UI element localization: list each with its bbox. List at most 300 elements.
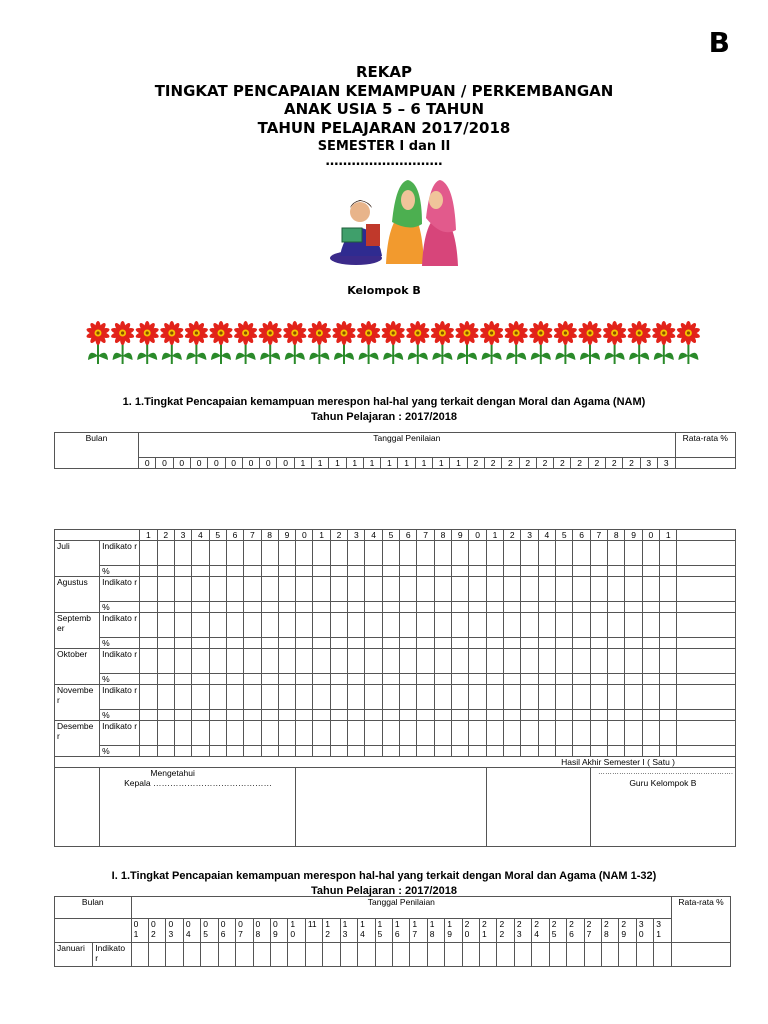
score-cell[interactable] — [365, 685, 382, 710]
percent-cell[interactable] — [521, 674, 538, 685]
percent-cell[interactable] — [400, 602, 417, 613]
score-cell[interactable] — [244, 613, 261, 638]
score-cell[interactable] — [313, 577, 330, 602]
percent-cell[interactable] — [157, 602, 174, 613]
score-cell[interactable] — [504, 577, 521, 602]
score-cell[interactable] — [253, 943, 270, 967]
percent-cell[interactable] — [469, 746, 486, 757]
score-cell[interactable] — [348, 649, 365, 674]
percent-cell[interactable] — [348, 674, 365, 685]
score-cell[interactable] — [365, 613, 382, 638]
percent-cell[interactable] — [157, 746, 174, 757]
score-cell[interactable] — [660, 613, 677, 638]
score-cell[interactable] — [174, 613, 191, 638]
percent-cell[interactable] — [642, 746, 659, 757]
percent-cell[interactable] — [313, 566, 330, 577]
score-cell[interactable] — [567, 943, 584, 967]
score-cell[interactable] — [538, 721, 555, 746]
score-cell[interactable] — [296, 613, 313, 638]
score-cell[interactable] — [660, 685, 677, 710]
percent-cell[interactable] — [226, 674, 243, 685]
score-cell[interactable] — [434, 541, 451, 566]
percent-cell[interactable] — [330, 566, 347, 577]
percent-cell[interactable] — [209, 638, 226, 649]
percent-cell[interactable] — [348, 710, 365, 721]
percent-cell[interactable] — [261, 566, 278, 577]
percent-cell[interactable] — [192, 674, 209, 685]
score-cell[interactable] — [192, 649, 209, 674]
score-cell[interactable] — [330, 577, 347, 602]
percent-cell[interactable] — [660, 674, 677, 685]
score-cell[interactable] — [278, 721, 295, 746]
percent-cell[interactable] — [261, 746, 278, 757]
percent-cell[interactable] — [625, 710, 642, 721]
score-cell[interactable] — [192, 685, 209, 710]
score-cell[interactable] — [601, 943, 618, 967]
score-cell[interactable] — [660, 541, 677, 566]
score-cell[interactable] — [140, 577, 157, 602]
percent-cell[interactable] — [382, 638, 399, 649]
score-cell[interactable] — [226, 721, 243, 746]
score-cell[interactable] — [201, 943, 218, 967]
score-cell[interactable] — [131, 943, 148, 967]
score-cell[interactable] — [434, 613, 451, 638]
score-cell[interactable] — [226, 541, 243, 566]
score-cell[interactable] — [313, 685, 330, 710]
score-cell[interactable] — [590, 577, 607, 602]
score-cell[interactable] — [504, 685, 521, 710]
score-cell[interactable] — [625, 649, 642, 674]
score-cell[interactable] — [382, 613, 399, 638]
score-cell[interactable] — [330, 721, 347, 746]
score-cell[interactable] — [590, 541, 607, 566]
percent-cell[interactable] — [452, 746, 469, 757]
percent-cell[interactable] — [677, 638, 736, 649]
score-cell[interactable] — [608, 541, 625, 566]
score-cell[interactable] — [504, 649, 521, 674]
score-cell[interactable] — [183, 943, 200, 967]
score-cell[interactable] — [521, 721, 538, 746]
percent-cell[interactable] — [226, 602, 243, 613]
score-cell[interactable] — [278, 685, 295, 710]
score-cell[interactable] — [209, 721, 226, 746]
score-cell[interactable] — [192, 721, 209, 746]
score-cell[interactable] — [608, 577, 625, 602]
percent-cell[interactable] — [486, 602, 503, 613]
percent-cell[interactable] — [573, 674, 590, 685]
score-cell[interactable] — [677, 613, 736, 638]
score-cell[interactable] — [469, 721, 486, 746]
percent-cell[interactable] — [400, 638, 417, 649]
percent-cell[interactable] — [486, 638, 503, 649]
percent-cell[interactable] — [590, 566, 607, 577]
score-cell[interactable] — [140, 721, 157, 746]
percent-cell[interactable] — [348, 602, 365, 613]
score-cell[interactable] — [218, 943, 235, 967]
score-cell[interactable] — [452, 649, 469, 674]
score-cell[interactable] — [209, 613, 226, 638]
percent-cell[interactable] — [642, 602, 659, 613]
score-cell[interactable] — [400, 577, 417, 602]
score-cell[interactable] — [521, 685, 538, 710]
score-cell[interactable] — [556, 541, 573, 566]
score-cell[interactable] — [660, 577, 677, 602]
score-cell[interactable] — [532, 943, 549, 967]
score-cell[interactable] — [417, 649, 434, 674]
percent-cell[interactable] — [573, 710, 590, 721]
percent-cell[interactable] — [642, 674, 659, 685]
score-cell[interactable] — [573, 541, 590, 566]
percent-cell[interactable] — [174, 746, 191, 757]
score-cell[interactable] — [486, 541, 503, 566]
percent-cell[interactable] — [434, 602, 451, 613]
percent-cell[interactable] — [278, 746, 295, 757]
score-cell[interactable] — [469, 685, 486, 710]
score-cell[interactable] — [538, 541, 555, 566]
score-cell[interactable] — [296, 541, 313, 566]
score-cell[interactable] — [382, 649, 399, 674]
score-cell[interactable] — [469, 577, 486, 602]
percent-cell[interactable] — [538, 602, 555, 613]
percent-cell[interactable] — [504, 566, 521, 577]
score-cell[interactable] — [452, 721, 469, 746]
score-cell[interactable] — [330, 685, 347, 710]
score-cell[interactable] — [192, 613, 209, 638]
percent-cell[interactable] — [192, 602, 209, 613]
percent-cell[interactable] — [400, 674, 417, 685]
score-cell[interactable] — [278, 577, 295, 602]
percent-cell[interactable] — [677, 602, 736, 613]
score-cell[interactable] — [348, 721, 365, 746]
percent-cell[interactable] — [434, 710, 451, 721]
percent-cell[interactable] — [157, 566, 174, 577]
score-cell[interactable] — [452, 541, 469, 566]
percent-cell[interactable] — [625, 674, 642, 685]
score-cell[interactable] — [382, 685, 399, 710]
percent-cell[interactable] — [330, 710, 347, 721]
percent-cell[interactable] — [209, 602, 226, 613]
score-cell[interactable] — [480, 943, 497, 967]
percent-cell[interactable] — [296, 674, 313, 685]
percent-cell[interactable] — [244, 746, 261, 757]
percent-cell[interactable] — [365, 746, 382, 757]
score-cell[interactable] — [556, 721, 573, 746]
percent-cell[interactable] — [642, 638, 659, 649]
score-cell[interactable] — [538, 577, 555, 602]
score-cell[interactable] — [677, 721, 736, 746]
score-cell[interactable] — [434, 577, 451, 602]
score-cell[interactable] — [417, 577, 434, 602]
percent-cell[interactable] — [556, 710, 573, 721]
score-cell[interactable] — [677, 577, 736, 602]
percent-cell[interactable] — [382, 746, 399, 757]
score-cell[interactable] — [296, 721, 313, 746]
score-cell[interactable] — [278, 541, 295, 566]
score-cell[interactable] — [625, 577, 642, 602]
score-cell[interactable] — [313, 721, 330, 746]
score-cell[interactable] — [157, 685, 174, 710]
score-cell[interactable] — [642, 541, 659, 566]
percent-cell[interactable] — [608, 710, 625, 721]
score-cell[interactable] — [573, 721, 590, 746]
score-cell[interactable] — [261, 721, 278, 746]
percent-cell[interactable] — [434, 566, 451, 577]
percent-cell[interactable] — [313, 710, 330, 721]
percent-cell[interactable] — [452, 566, 469, 577]
score-cell[interactable] — [313, 649, 330, 674]
score-cell[interactable] — [261, 613, 278, 638]
score-cell[interactable] — [642, 721, 659, 746]
score-cell[interactable] — [469, 541, 486, 566]
percent-cell[interactable] — [313, 638, 330, 649]
percent-cell[interactable] — [296, 566, 313, 577]
score-cell[interactable] — [584, 943, 601, 967]
score-cell[interactable] — [140, 613, 157, 638]
score-cell[interactable] — [400, 541, 417, 566]
percent-cell[interactable] — [504, 674, 521, 685]
score-cell[interactable] — [549, 943, 566, 967]
score-cell[interactable] — [417, 685, 434, 710]
score-cell[interactable] — [504, 613, 521, 638]
score-cell[interactable] — [642, 649, 659, 674]
score-cell[interactable] — [677, 685, 736, 710]
percent-cell[interactable] — [330, 746, 347, 757]
score-cell[interactable] — [261, 541, 278, 566]
percent-cell[interactable] — [174, 602, 191, 613]
percent-cell[interactable] — [365, 566, 382, 577]
score-cell[interactable] — [400, 721, 417, 746]
percent-cell[interactable] — [434, 746, 451, 757]
percent-cell[interactable] — [590, 746, 607, 757]
score-cell[interactable] — [192, 577, 209, 602]
percent-cell[interactable] — [452, 602, 469, 613]
percent-cell[interactable] — [521, 746, 538, 757]
percent-cell[interactable] — [625, 566, 642, 577]
score-cell[interactable] — [486, 721, 503, 746]
score-cell[interactable] — [209, 649, 226, 674]
score-cell[interactable] — [573, 649, 590, 674]
score-cell[interactable] — [538, 649, 555, 674]
score-cell[interactable] — [365, 649, 382, 674]
percent-cell[interactable] — [521, 638, 538, 649]
percent-cell[interactable] — [538, 566, 555, 577]
score-cell[interactable] — [358, 943, 375, 967]
score-cell[interactable] — [348, 541, 365, 566]
percent-cell[interactable] — [382, 602, 399, 613]
score-cell[interactable] — [654, 943, 672, 967]
score-cell[interactable] — [556, 577, 573, 602]
score-cell[interactable] — [270, 943, 287, 967]
score-cell[interactable] — [236, 943, 253, 967]
percent-cell[interactable] — [365, 638, 382, 649]
score-cell[interactable] — [140, 685, 157, 710]
score-cell[interactable] — [417, 541, 434, 566]
score-cell[interactable] — [625, 541, 642, 566]
score-cell[interactable] — [330, 613, 347, 638]
score-cell[interactable] — [209, 541, 226, 566]
score-cell[interactable] — [365, 541, 382, 566]
percent-cell[interactable] — [556, 674, 573, 685]
score-cell[interactable] — [608, 649, 625, 674]
percent-cell[interactable] — [417, 566, 434, 577]
percent-cell[interactable] — [642, 566, 659, 577]
percent-cell[interactable] — [660, 746, 677, 757]
percent-cell[interactable] — [157, 710, 174, 721]
score-cell[interactable] — [174, 721, 191, 746]
score-cell[interactable] — [417, 613, 434, 638]
score-cell[interactable] — [400, 613, 417, 638]
score-cell[interactable] — [382, 577, 399, 602]
percent-cell[interactable] — [642, 710, 659, 721]
percent-cell[interactable] — [417, 710, 434, 721]
percent-cell[interactable] — [452, 638, 469, 649]
percent-cell[interactable] — [174, 674, 191, 685]
score-cell[interactable] — [590, 721, 607, 746]
percent-cell[interactable] — [573, 566, 590, 577]
percent-cell[interactable] — [660, 710, 677, 721]
score-cell[interactable] — [157, 649, 174, 674]
percent-cell[interactable] — [261, 638, 278, 649]
score-cell[interactable] — [348, 613, 365, 638]
percent-cell[interactable] — [504, 710, 521, 721]
percent-cell[interactable] — [313, 602, 330, 613]
score-cell[interactable] — [427, 943, 444, 967]
score-cell[interactable] — [157, 613, 174, 638]
percent-cell[interactable] — [573, 746, 590, 757]
percent-cell[interactable] — [573, 602, 590, 613]
percent-cell[interactable] — [140, 566, 157, 577]
percent-cell[interactable] — [382, 566, 399, 577]
percent-cell[interactable] — [677, 710, 736, 721]
percent-cell[interactable] — [417, 602, 434, 613]
score-cell[interactable] — [348, 577, 365, 602]
percent-cell[interactable] — [348, 746, 365, 757]
percent-cell[interactable] — [400, 566, 417, 577]
percent-cell[interactable] — [209, 566, 226, 577]
percent-cell[interactable] — [469, 638, 486, 649]
score-cell[interactable] — [521, 649, 538, 674]
score-cell[interactable] — [174, 649, 191, 674]
percent-cell[interactable] — [590, 602, 607, 613]
score-cell[interactable] — [392, 943, 409, 967]
percent-cell[interactable] — [677, 746, 736, 757]
score-cell[interactable] — [636, 943, 653, 967]
percent-cell[interactable] — [209, 710, 226, 721]
percent-cell[interactable] — [140, 602, 157, 613]
score-cell[interactable] — [400, 649, 417, 674]
percent-cell[interactable] — [140, 710, 157, 721]
score-cell[interactable] — [209, 685, 226, 710]
score-cell[interactable] — [140, 649, 157, 674]
score-cell[interactable] — [452, 685, 469, 710]
percent-cell[interactable] — [174, 566, 191, 577]
score-cell[interactable] — [261, 685, 278, 710]
percent-cell[interactable] — [521, 566, 538, 577]
percent-cell[interactable] — [157, 674, 174, 685]
percent-cell[interactable] — [504, 638, 521, 649]
percent-cell[interactable] — [313, 746, 330, 757]
percent-cell[interactable] — [590, 638, 607, 649]
score-cell[interactable] — [261, 577, 278, 602]
score-cell[interactable] — [660, 721, 677, 746]
percent-cell[interactable] — [469, 674, 486, 685]
score-cell[interactable] — [149, 943, 166, 967]
percent-cell[interactable] — [261, 710, 278, 721]
percent-cell[interactable] — [504, 746, 521, 757]
percent-cell[interactable] — [469, 566, 486, 577]
percent-cell[interactable] — [573, 638, 590, 649]
score-cell[interactable] — [365, 721, 382, 746]
score-cell[interactable] — [244, 685, 261, 710]
score-cell[interactable] — [608, 721, 625, 746]
percent-cell[interactable] — [452, 674, 469, 685]
score-cell[interactable] — [486, 685, 503, 710]
percent-cell[interactable] — [192, 746, 209, 757]
score-cell[interactable] — [521, 613, 538, 638]
percent-cell[interactable] — [244, 602, 261, 613]
score-cell[interactable] — [226, 577, 243, 602]
score-cell[interactable] — [452, 577, 469, 602]
percent-cell[interactable] — [244, 566, 261, 577]
score-cell[interactable] — [382, 721, 399, 746]
percent-cell[interactable] — [660, 566, 677, 577]
percent-cell[interactable] — [330, 638, 347, 649]
score-cell[interactable] — [278, 649, 295, 674]
score-cell[interactable] — [504, 721, 521, 746]
percent-cell[interactable] — [140, 638, 157, 649]
score-cell[interactable] — [174, 541, 191, 566]
score-cell[interactable] — [590, 685, 607, 710]
percent-cell[interactable] — [140, 674, 157, 685]
percent-cell[interactable] — [192, 710, 209, 721]
percent-cell[interactable] — [365, 710, 382, 721]
score-cell[interactable] — [226, 685, 243, 710]
score-cell[interactable] — [573, 685, 590, 710]
score-cell[interactable] — [417, 721, 434, 746]
percent-cell[interactable] — [330, 602, 347, 613]
percent-cell[interactable] — [278, 638, 295, 649]
percent-cell[interactable] — [417, 674, 434, 685]
percent-cell[interactable] — [244, 710, 261, 721]
percent-cell[interactable] — [452, 710, 469, 721]
percent-cell[interactable] — [296, 710, 313, 721]
score-cell[interactable] — [157, 541, 174, 566]
score-cell[interactable] — [486, 613, 503, 638]
score-cell[interactable] — [625, 685, 642, 710]
percent-cell[interactable] — [434, 674, 451, 685]
score-cell[interactable] — [642, 577, 659, 602]
percent-cell[interactable] — [486, 710, 503, 721]
percent-cell[interactable] — [469, 710, 486, 721]
score-cell[interactable] — [140, 541, 157, 566]
score-cell[interactable] — [672, 943, 731, 967]
percent-cell[interactable] — [590, 710, 607, 721]
percent-cell[interactable] — [382, 710, 399, 721]
percent-cell[interactable] — [556, 746, 573, 757]
score-cell[interactable] — [174, 685, 191, 710]
percent-cell[interactable] — [365, 602, 382, 613]
percent-cell[interactable] — [556, 602, 573, 613]
percent-cell[interactable] — [486, 674, 503, 685]
percent-cell[interactable] — [261, 674, 278, 685]
score-cell[interactable] — [313, 613, 330, 638]
percent-cell[interactable] — [209, 746, 226, 757]
score-cell[interactable] — [375, 943, 392, 967]
percent-cell[interactable] — [278, 674, 295, 685]
percent-cell[interactable] — [608, 638, 625, 649]
percent-cell[interactable] — [209, 674, 226, 685]
score-cell[interactable] — [244, 541, 261, 566]
